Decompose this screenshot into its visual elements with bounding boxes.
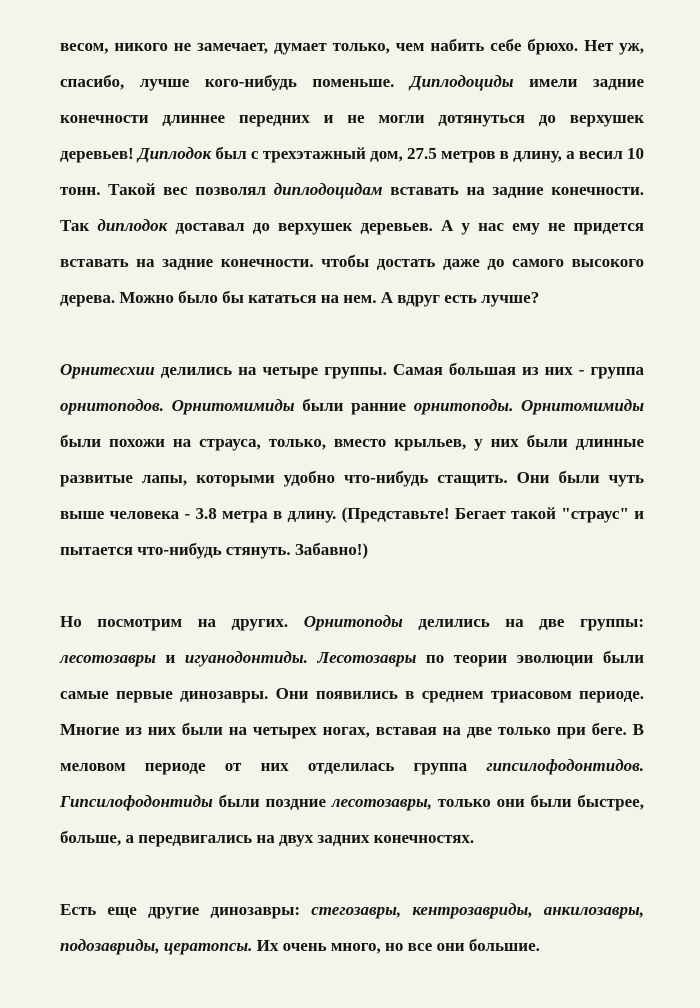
- text-run: Но посмотрим на других.: [60, 612, 304, 631]
- italic-term: Гипсилофодонтиды: [60, 792, 213, 811]
- italic-term: орнитоподов.: [60, 396, 164, 415]
- italic-term: гипсилофодонтидов.: [486, 756, 644, 775]
- text-run: Есть еще другие динозавры:: [60, 900, 312, 919]
- italic-term: Орнитесхии: [60, 360, 155, 379]
- italic-term: стегозавры,: [311, 900, 402, 919]
- italic-term: Орнитоподы: [303, 612, 403, 631]
- text-run: вставать на задние конечности. Так: [60, 180, 645, 235]
- text-run: Их очень много, но все они большие.: [252, 936, 540, 955]
- italic-term: подозавриды,: [60, 936, 160, 955]
- italic-term: кентрозавриды,: [412, 900, 533, 919]
- text-run: были похожи на страуса, только, вместо крыльев, у них были длинные развитые лапы, которыми удобно что-нибудь стащить. Они были чуть выше человека - 3.8 метра в длину. (Представьте! Бегает такой "страус" и пытается что-нибудь стянуть. Забавно!): [60, 432, 644, 559]
- paragraph-ornithopods: [60, 604, 644, 856]
- italic-term: диплодоцидам: [273, 180, 383, 199]
- italic-term: диплодок: [97, 216, 168, 235]
- text-run: имели задние конечности длиннее передних и не могли дотянуться до верхушек деревьев!: [60, 72, 644, 163]
- text-run: и: [155, 648, 185, 667]
- italic-term: игуанодонтиды.: [184, 648, 308, 667]
- text-run: по теории эволюции были самые первые динозавры. Они появились в среднем триасовом периоде. Многие из них были на четырех ногах, вставая на две только при беге. В меловом периоде от них отделилась группа: [60, 648, 645, 775]
- text-run: весом, никого не замечает, думает только, чем набить себе брюхо. Нет уж, спасибо, лучше кого-нибудь поменьше.: [60, 36, 644, 91]
- paragraph-ornithischians: [60, 352, 644, 568]
- italic-term: Диплодоциды: [409, 72, 514, 91]
- italic-term: анкилозавры,: [543, 900, 645, 919]
- text-run: были поздние: [212, 792, 332, 811]
- italic-term: Лесотозавры: [317, 648, 417, 667]
- text-run: доставал до верхушек деревьев. А у нас ему не придется вставать на задние конечности. чтобы достать даже до самого высокого дерева. Можно было бы кататься на нем. А вдруг есть лучше?: [60, 216, 644, 307]
- text-run: [513, 396, 521, 415]
- paragraph-diplodocids: [60, 28, 644, 316]
- paragraph-other-dinosaurs: [60, 892, 644, 964]
- text-run: был с трехэтажный дом, 27.5 метров в длину, а весил 10 тонн. Такой вес позволял: [60, 144, 645, 199]
- text-run: были ранние: [294, 396, 414, 415]
- text-run: [533, 900, 544, 919]
- text-run: [164, 396, 172, 415]
- text-run: [401, 900, 412, 919]
- italic-term: лесотозавры,: [331, 792, 433, 811]
- italic-term: Диплодок: [137, 144, 212, 163]
- italic-term: лесотозавры: [60, 648, 156, 667]
- text-run: делились на две группы:: [402, 612, 644, 631]
- text-run: только они были быстрее, больше, а передвигались на двух задних конечностях.: [60, 792, 644, 847]
- italic-term: Орнитомимиды: [171, 396, 295, 415]
- italic-term: орнитоподы.: [413, 396, 514, 415]
- italic-term: цератопсы.: [163, 936, 253, 955]
- italic-term: Орнитомимиды: [521, 396, 644, 415]
- text-run: делились на четыре группы. Самая большая из них - группа: [154, 360, 644, 379]
